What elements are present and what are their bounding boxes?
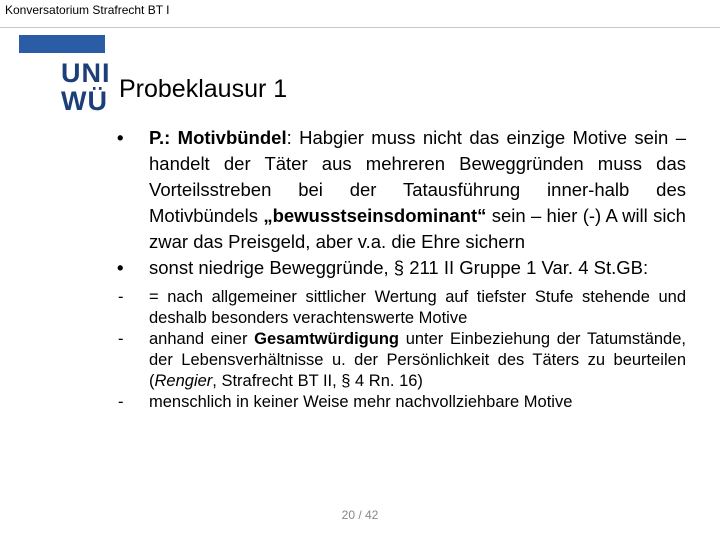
bullet-text: : Habgier muss nicht das einzige Motive sein – handelt der Täter aus mehreren Beweggründen muss das Vorteilsstreben bei der Tatausführung inner-halb des Motivbündels <box>149 127 687 226</box>
sub-item-text: = nach allgemeiner sittlicher Wertung auf tiefster Stufe stehende und deshalb besonders verachtenswerte Motive <box>149 288 686 327</box>
slide-content <box>112 125 686 413</box>
citation-text: , Strafrecht BT II, § 4 Rn. 16) <box>212 372 423 390</box>
problem-label: P.: <box>149 127 171 148</box>
header-divider <box>0 27 720 28</box>
emphasis-term: „bewusstseinsdominant“ <box>263 205 487 226</box>
course-header: Konversatorium Strafrecht BT I <box>5 3 170 17</box>
logo-text <box>61 59 111 115</box>
slide-title: Probeklausur 1 <box>119 75 288 103</box>
term-gesamtwuerdigung: Gesamtwürdigung <box>254 330 399 348</box>
bullet-marker: • <box>117 257 124 278</box>
sub-item-text: anhand einer <box>149 330 255 348</box>
author-citation: Rengier <box>154 372 213 390</box>
bullet-item <box>112 255 686 281</box>
sub-item <box>112 287 686 329</box>
sub-item-text-mid: unter Einbeziehung der Tatumstände, der Lebensverhältnisse u. der Persönlichkeit des Täters zu beurteilen ( <box>149 330 686 390</box>
dash-marker: - <box>118 288 124 306</box>
dash-marker: - <box>118 330 124 348</box>
bullet-item <box>112 125 686 255</box>
logo-line-1: UNI <box>61 58 111 88</box>
logo-line-2: WÜ <box>61 86 108 116</box>
term-motivbuendel: Motivbündel <box>177 127 287 148</box>
bullet-marker: • <box>117 127 124 148</box>
dash-marker: - <box>118 393 124 411</box>
sub-item-text: menschlich in keiner Weise mehr nachvollziehbare Motive <box>149 393 573 411</box>
bullet-text: sonst niedrige Beweggründe, § 211 II Gruppe 1 Var. 4 St.GB: <box>149 257 649 278</box>
bullet-text-continued: sein – hier (-) A will sich zwar das Preisgeld, aber v.a. die Ehre sichern <box>149 205 686 252</box>
sub-item <box>112 329 686 392</box>
sub-item <box>112 392 686 413</box>
page-number: 20 / 42 <box>341 508 379 522</box>
